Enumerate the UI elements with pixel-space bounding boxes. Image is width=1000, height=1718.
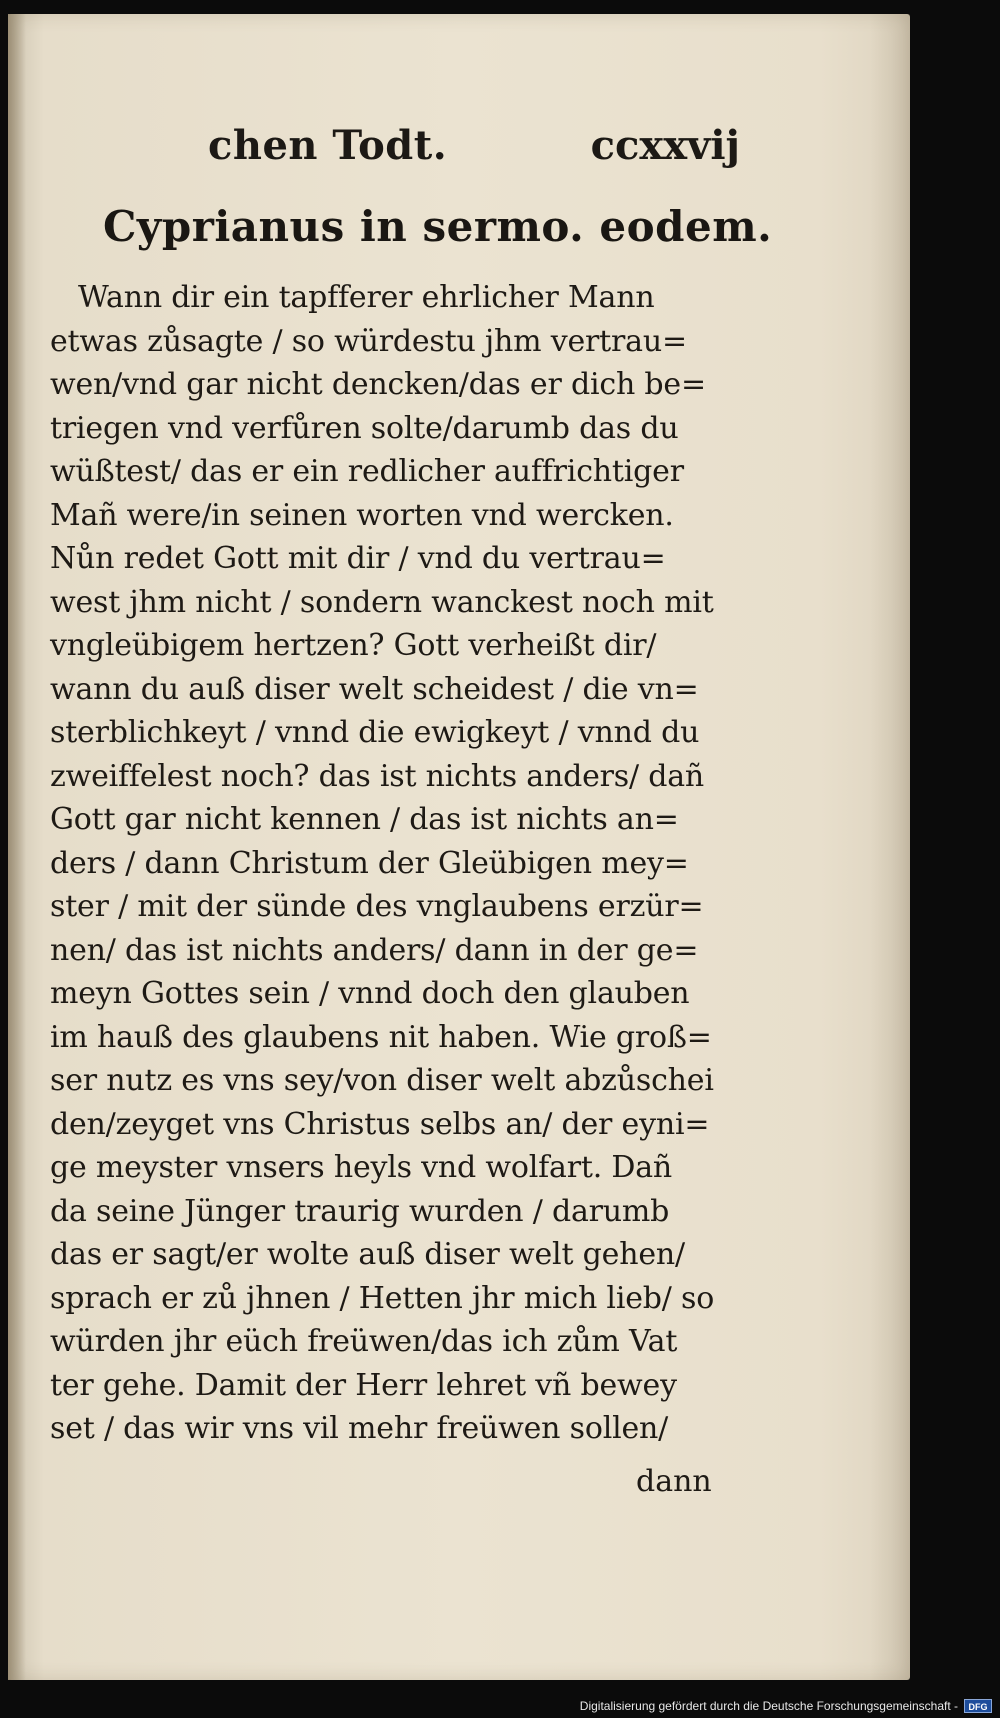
text-line: würden jhr eüch freüwen/das ich zům Vat xyxy=(50,1324,678,1359)
catchword: dann xyxy=(636,1464,712,1499)
text-line: etwas zůsagte / so würdestu jhm vertrau= xyxy=(50,323,687,359)
text-line: Gott gar nicht kennen / das ist nichts an= xyxy=(50,802,679,837)
funding-credit: Digitalisierung gefördert durch die Deutsche Forschungsgemeinschaft - xyxy=(579,1699,958,1713)
text-line: triegen vnd verfůren solte/darumb das du xyxy=(50,410,679,446)
page-header xyxy=(208,122,748,182)
folio-number: ccxxvij xyxy=(590,122,740,169)
book-page xyxy=(8,14,910,1680)
text-line: vngleübigem hertzen? Gott verheißt dir/ xyxy=(50,628,657,663)
text-line: da seine Jünger traurig wurden / darumb xyxy=(50,1193,670,1229)
text-line: ders / dann Christum der Gleübigen mey= xyxy=(50,845,689,881)
text-line: ser nutz es vns sey/von diser welt abzůschei xyxy=(50,1063,714,1098)
text-line: Wann dir ein tapfferer ehrlicher Mann xyxy=(78,280,655,315)
text-line: ster / mit der sünde des vnglaubens erzür= xyxy=(50,889,704,924)
body-text xyxy=(50,276,740,1451)
running-head: chen Todt. xyxy=(208,122,448,169)
section-heading: Cyprianus in sermo. eodem. xyxy=(103,202,773,251)
text-line: im hauß des glaubens nit haben. Wie groß= xyxy=(50,1019,712,1055)
text-line: wann du auß diser welt scheidest / die vn= xyxy=(50,671,699,707)
text-line: ter gehe. Damit der Herr lehret vñ bewey xyxy=(50,1367,677,1403)
text-line: Mañ were/in seinen worten vnd wercken. xyxy=(50,497,674,533)
text-line: Nůn redet Gott mit dir / vnd du vertrau= xyxy=(50,541,666,576)
text-line: wen/vnd gar nicht dencken/das er dich be= xyxy=(50,367,706,402)
dfg-logo-icon: DFG xyxy=(964,1699,992,1713)
text-line: sprach er zů jhnen / Hetten jhr mich lieb/ so xyxy=(50,1280,715,1316)
text-line: wüßtest/ das er ein redlicher auffrichtiger xyxy=(50,454,684,489)
text-line: ge meyster vnsers heyls vnd wolfart. Dañ xyxy=(50,1150,673,1185)
footer-bar xyxy=(0,1690,1000,1718)
text-line: west jhm nicht / sondern wanckest noch mit xyxy=(50,584,714,620)
text-line: sterblichkeyt / vnnd die ewigkeyt / vnnd du xyxy=(50,715,700,750)
page-gutter-shadow xyxy=(8,14,26,1680)
text-line: den/zeyget vns Christus selbs an/ der eyni= xyxy=(50,1106,710,1142)
text-line: set / das wir vns vil mehr freüwen sollen/ xyxy=(50,1411,669,1446)
text-line: das er sagt/er wolte auß diser welt gehen/ xyxy=(50,1237,685,1272)
text-line: meyn Gottes sein / vnnd doch den glauben xyxy=(50,976,690,1011)
text-line: nen/ das ist nichts anders/ dann in der ge= xyxy=(50,932,699,968)
text-line: zweiffelest noch? das ist nichts anders/ dañ xyxy=(50,758,705,794)
page-edge-shadow xyxy=(870,14,910,1680)
